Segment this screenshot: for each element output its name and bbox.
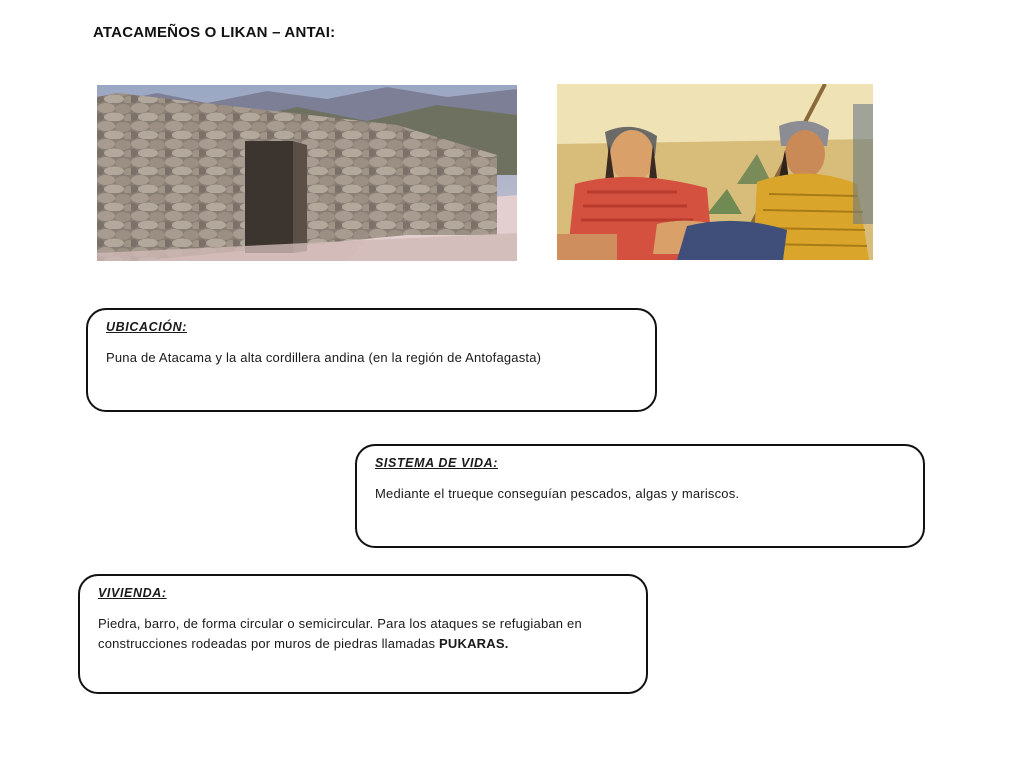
ubicacion-text: Puna de Atacama y la alta cordillera andina (en la región de Antofagasta) [106, 350, 542, 365]
sistema-de-vida-text: Mediante el trueque conseguían pescados, algas y mariscos. [375, 486, 740, 501]
page-title: ATACAMEÑOS O LIKAN – ANTAI: [93, 24, 336, 41]
ubicacion-heading: UBICACIÓN: [106, 320, 187, 334]
vivienda-text: Piedra, barro, de forma circular o semicircular. Para los ataques se refugiaban en construcciones rodeadas por muros de piedras llamadas [98, 616, 582, 651]
people-illustration [557, 84, 873, 260]
stone-house-image [97, 85, 517, 261]
vivienda-emphasis: PUKARAS. [439, 636, 509, 651]
sistema-de-vida-box [355, 444, 925, 548]
vivienda-paragraph [98, 614, 628, 654]
sistema-de-vida-heading: SISTEMA DE VIDA: [375, 456, 499, 470]
ubicacion-box [86, 308, 657, 412]
vivienda-heading: VIVIENDA: [98, 586, 167, 600]
vivienda-box [78, 574, 648, 694]
